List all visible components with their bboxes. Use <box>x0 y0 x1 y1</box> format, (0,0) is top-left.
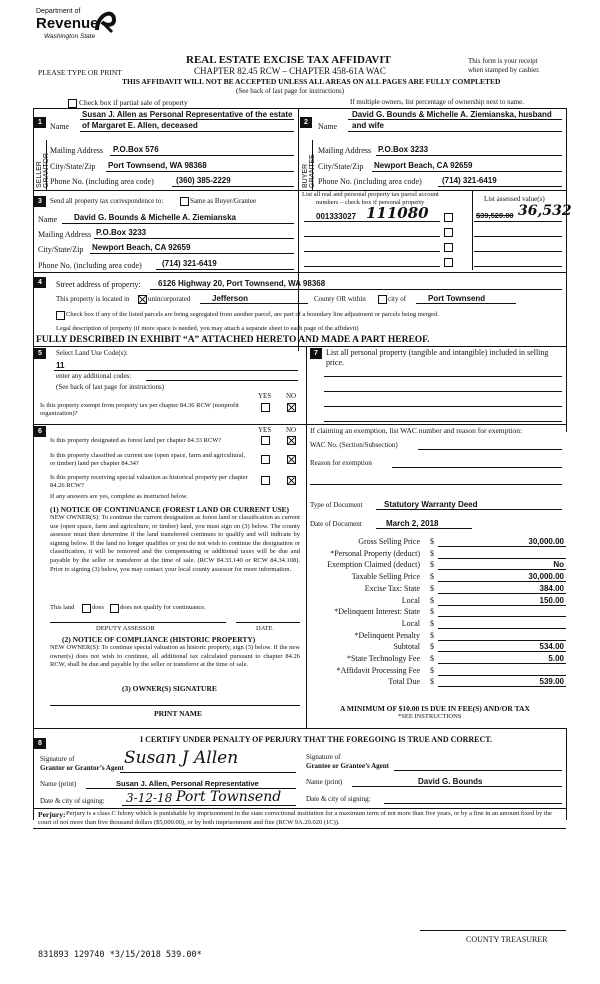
street-value: 6126 Highway 20, Port Townsend, WA 98368 <box>158 279 326 288</box>
same-as-buyer-label: Same as Buyer/Grantee <box>190 197 257 205</box>
minimum-note: A MINIMUM OF $10.00 IS DUE IN FEE(S) AND/OR TAX <box>340 704 530 713</box>
corr-mailing-value: P.O.Box 3233 <box>96 228 147 237</box>
fee-underline-10 <box>438 663 566 664</box>
fee-currency-5: $ <box>430 595 434 605</box>
street-label: Street address of property: <box>56 280 141 289</box>
city-of-label: city of <box>388 295 407 303</box>
buyer-mailing-label: Mailing Address <box>318 146 372 155</box>
forest-q1-no-checkbox[interactable] <box>287 436 296 445</box>
fee-currency-12: $ <box>430 677 434 687</box>
forest-q3-no-checkbox[interactable] <box>287 476 296 485</box>
seller-city-label: City/State/Zip <box>50 162 96 171</box>
fee-value-0: 30,000.00 <box>528 537 564 546</box>
seller-phone-value: (360) 385-2229 <box>176 176 231 185</box>
corr-phone-value: (714) 321-6419 <box>162 259 217 268</box>
fee-underline-2 <box>438 569 566 570</box>
land-use-no-header: NO <box>286 392 297 400</box>
forest-q3-yes-checkbox[interactable] <box>261 476 270 485</box>
doc-type-value: Statutory Warranty Deed <box>384 500 478 509</box>
parcel-1-handwritten: 111080 <box>366 204 429 222</box>
fee-value-2: No <box>553 560 564 570</box>
seller-mailing-value: P.O.Box 576 <box>113 145 159 154</box>
buyer-city-label: City/State/Zip <box>318 162 364 171</box>
correspondence-label: Send all property tax correspondence to: <box>50 197 164 205</box>
fee-label-5: Local <box>401 595 420 605</box>
fee-value-10: 5.00 <box>548 654 564 663</box>
section-3-badge: 3 <box>34 196 46 207</box>
perjury-label: Perjury: <box>38 810 66 819</box>
fee-underline-1 <box>438 558 566 559</box>
parcels-header-2: numbers – check box if personal property <box>316 199 425 206</box>
fee-currency-9: $ <box>430 642 434 652</box>
forest-q2-no-checkbox[interactable] <box>287 455 296 464</box>
corr-name-label: Name <box>38 215 58 224</box>
fee-label-1: *Personal Property (deduct) <box>330 548 420 558</box>
parcels-header-1: List all real and personal property tax parcel account <box>302 191 439 198</box>
fee-underline-9 <box>438 651 566 652</box>
fee-label-0: Gross Selling Price <box>358 537 420 546</box>
fee-currency-3: $ <box>430 572 434 582</box>
forest-q2: Is this property classified as current use (open space, farm and agricultural, or timber) land per chapter 84.34? <box>50 452 246 467</box>
deputy-assessor-label: DEPUTY ASSESSOR <box>96 625 155 632</box>
grantor-signature: Susan J Allen <box>124 748 239 768</box>
fee-currency-8: $ <box>430 630 434 640</box>
same-as-buyer-checkbox[interactable] <box>180 197 189 206</box>
land-does-not-checkbox[interactable] <box>110 604 119 613</box>
fee-currency-2: $ <box>430 560 434 570</box>
grantor-name-label: Name (print) <box>40 780 77 788</box>
land-use-code: 11 <box>56 361 65 370</box>
notice1-body: NEW OWNER(S): To continue the current designation as forest land or classification as current use (open space, farm and agriculture, or timber) land, you must sign on (3) below. The county assessor must then determine if the land transferred continues to qualify and will indicate by signing below. If the land no longer qualifies or you do not wish to continue the designation or classification, it will be removed and the compensating or additional taxes will be due and payable by the seller or transferor at the time of sale. (RCW 84.33.140 or RCW 84.34.108). Prior to signing (3) below, you may contact your local county assessor for more information. <box>50 514 300 573</box>
logo-revenue-text: Revenue <box>36 15 99 32</box>
logo-department-text: Department of <box>36 8 81 15</box>
land-does-text: does <box>92 604 104 611</box>
parcel-2-personal-checkbox[interactable] <box>444 228 453 237</box>
unincorporated-checkbox[interactable] <box>138 295 147 304</box>
forest-yes-header: YES <box>258 426 272 434</box>
county-value: Jefferson <box>212 294 249 303</box>
section-8-badge: 8 <box>34 738 46 749</box>
receipt-note-1: This form is your receipt <box>468 57 538 65</box>
buyer-mailing-value: P.O.Box 3233 <box>378 145 429 154</box>
corr-city-label: City/State/Zip <box>38 245 84 254</box>
section-2-badge: 2 <box>300 117 312 128</box>
fee-label-12: Total Due <box>388 677 420 687</box>
section-4-badge: 4 <box>34 277 46 288</box>
fee-currency-11: $ <box>430 665 434 675</box>
fee-label-8: *Delinquent Penalty <box>354 630 420 640</box>
fee-currency-1: $ <box>430 548 434 558</box>
wac-label: WAC No. (Section/Subsection) <box>310 441 398 449</box>
parcel-1-value: 001333027 <box>316 212 357 221</box>
buyer-grantee-tab: BUYER GRANTEE <box>302 154 316 188</box>
county-treasurer-label: COUNTY TREASURER <box>466 935 548 944</box>
see-instructions: *SEE INSTRUCTIONS <box>398 713 462 720</box>
doc-type-label: Type of Document <box>310 501 363 509</box>
grantee-name-label: Name (print) <box>306 778 343 786</box>
fee-label-10: *State Technology Fee <box>346 654 420 663</box>
forest-if-yes: If any answers are yes, complete as instructed below. <box>50 493 188 500</box>
exempt-question: Is this property exempt from property tax per chapter 84.36 RCW (nonprofit organization)? <box>40 402 239 417</box>
fee-value-4: 384.00 <box>539 583 564 593</box>
exempt-yes-checkbox[interactable] <box>261 403 270 412</box>
multiple-owners-note: If multiple owners, list percentage of ownership next to name. <box>350 98 524 106</box>
fee-value-3: 30,000.00 <box>528 572 564 582</box>
section-1-badge: 1 <box>34 117 46 128</box>
form-title: REAL ESTATE EXCISE TAX AFFIDAVIT <box>186 54 391 66</box>
seller-name-1: Susan J. Allen as Personal Representative of the estate <box>82 110 293 119</box>
partial-sale-label: Check box if partial sale of property <box>79 98 188 107</box>
fee-underline-11 <box>438 675 566 676</box>
seller-mailing-label: Mailing Address <box>50 146 104 155</box>
section-5-badge: 5 <box>34 348 46 359</box>
grantor-name-value: Susan J. Allen, Personal Representative <box>116 779 259 788</box>
fee-currency-7: $ <box>430 618 434 628</box>
form-chapter: CHAPTER 82.45 RCW – CHAPTER 458-61A WAC <box>194 66 386 76</box>
revenue-logo <box>36 8 116 56</box>
section-6-badge: 6 <box>34 426 46 437</box>
seller-name-label: Name <box>50 122 70 131</box>
grantee-sig-label-2: Grantee or Grantee’s Agent <box>306 762 390 770</box>
forest-q1: Is this property designated as forest land per chapter 84.33 RCW? <box>50 437 222 444</box>
land-does-label: This land <box>50 604 75 611</box>
cashier-stamp: 831893 129740 *3/15/2018 539.00* <box>38 950 202 960</box>
fee-underline-3 <box>438 581 566 582</box>
see-back-note: (See back of last page for instructions) <box>236 87 345 95</box>
fee-underline-6 <box>438 616 566 617</box>
city-value: Port Townsend <box>428 294 486 303</box>
buyer-name-2: and wife <box>352 121 385 130</box>
land-use-additional: enter any additional codes: <box>56 372 132 380</box>
fee-value-5: 150.00 <box>539 595 564 605</box>
fee-currency-6: $ <box>430 607 434 617</box>
forest-q2-yes-checkbox[interactable] <box>261 455 270 464</box>
doc-date-label: Date of Document <box>310 520 362 528</box>
parcel-4-personal-checkbox[interactable] <box>444 258 453 267</box>
corr-name-value: David G. Bounds & Michelle A. Ziemianska <box>74 213 236 222</box>
legal-value: FULLY DESCRIBED IN EXHIBIT “A” ATTACHED HERETO AND MADE A PART HEREOF. <box>36 335 430 345</box>
fee-label-7: Local <box>401 618 420 628</box>
land-use-label: Select Land Use Code(s): <box>56 349 128 357</box>
fee-label-11: *Affidavit Processing Fee <box>336 665 420 675</box>
land-use-yes-header: YES <box>258 392 272 400</box>
reason-label: Reason for exemption <box>310 459 372 467</box>
buyer-city-value: Newport Beach, CA 92659 <box>374 161 473 170</box>
land-does-checkbox[interactable] <box>82 604 91 613</box>
forest-no-header: NO <box>286 426 297 434</box>
grantee-date-label: Date & city of signing: <box>306 795 371 803</box>
parcel-3-personal-checkbox[interactable] <box>444 243 453 252</box>
corr-mailing-label: Mailing Address <box>38 230 92 239</box>
boundary-checkbox[interactable] <box>56 311 65 320</box>
grantee-name-value: David G. Bounds <box>418 777 483 786</box>
legal-label: Legal description of property (if more space is needed, you may attach a separate sheet to each page of the affidavit) <box>56 325 359 332</box>
receipt-note-2: when stamped by cashier. <box>468 66 540 74</box>
doc-date-value: March 2, 2018 <box>386 519 439 528</box>
assessed-1-handwritten: 36,532 <box>518 203 572 219</box>
land-does-not-text: does not qualify for continuance. <box>120 604 206 611</box>
grantor-date-value: 3-12-18 <box>126 791 173 805</box>
section-7-badge: 7 <box>310 348 322 359</box>
fee-currency-4: $ <box>430 583 434 593</box>
notice2-title: (2) NOTICE OF COMPLIANCE (HISTORIC PROPERTY) <box>62 635 256 644</box>
land-use-see-back: (See back of last page for instructions) <box>56 383 165 391</box>
parcel-1-personal-checkbox[interactable] <box>444 213 453 222</box>
buyer-phone-label: Phone No. (including area code) <box>318 177 422 186</box>
city-of-checkbox[interactable] <box>378 295 387 304</box>
assessed-header: List assessed value(s) <box>484 195 545 203</box>
unincorporated-label: unincorporated <box>148 295 191 303</box>
fee-underline-0 <box>438 546 566 547</box>
corr-phone-label: Phone No. (including area code) <box>38 261 142 270</box>
fee-underline-5 <box>438 605 566 606</box>
seller-name-2: of Margaret E. Allen, deceased <box>82 121 198 130</box>
fee-underline-12 <box>438 686 566 687</box>
fee-underline-7 <box>438 628 566 629</box>
notice1-title: (1) NOTICE OF CONTINUANCE (FOREST LAND OR CURRENT USE) <box>50 505 290 514</box>
buyer-phone-value: (714) 321-6419 <box>442 176 497 185</box>
fee-currency-0: $ <box>430 537 434 546</box>
seller-grantor-tab: SELLER GRANTOR <box>36 153 50 188</box>
deputy-date-label: DATE <box>256 625 273 632</box>
exemption-label: If claiming an exemption, list WAC number and reason for exemption: <box>310 426 523 435</box>
logo-state-text: Washington State <box>44 33 96 40</box>
grantee-sig-label-1: Signature of <box>306 753 341 761</box>
partial-sale-checkbox[interactable] <box>68 99 77 108</box>
buyer-name-1: David G. Bounds & Michelle A. Ziemianska, husband <box>352 110 552 119</box>
seller-city-value: Port Townsend, WA 98368 <box>108 161 207 170</box>
fee-underline-4 <box>438 593 566 594</box>
corr-city-value: Newport Beach, CA 92659 <box>92 243 191 252</box>
grantor-sig-label-2: Grantor or Grantor’s Agent <box>40 764 124 772</box>
seller-phone-label: Phone No. (including area code) <box>50 177 154 186</box>
grantor-date-label: Date & city of signing: <box>40 797 105 805</box>
located-label: This property is located in <box>56 295 130 303</box>
fee-label-3: Taxable Selling Price <box>351 572 420 582</box>
logo-swoosh-icon <box>94 8 116 34</box>
print-name-label: PRINT NAME <box>154 709 202 718</box>
notice2-body: NEW OWNER(S): To continue special valuation as historic property, sign (3) below. If the new owner(s) does not wish to continue, all additional tax calculated pursuant to chapter 84.26 RCW, shall be due and payable by the seller or transferor at the time of sale. <box>50 644 300 669</box>
exempt-no-checkbox[interactable] <box>287 403 296 412</box>
forest-q3: Is this property receiving special valuation as historical property per chapter 84.26 RCW? <box>50 474 248 489</box>
fee-underline-8 <box>438 640 566 641</box>
please-type: PLEASE TYPE OR PRINT <box>38 68 122 77</box>
fee-label-9: Subtotal <box>393 642 420 652</box>
fee-label-2: Exemption Claimed (deduct) <box>327 560 420 570</box>
county-or-label: County OR within <box>314 295 366 303</box>
boundary-note: Check box if any of the listed parcels are being segregated from another parcel, are part of a boundary line adjustment or parcels being merged. <box>66 311 439 318</box>
buyer-name-label: Name <box>318 122 338 131</box>
grantor-city-value: Port Townsend <box>176 789 282 805</box>
fee-currency-10: $ <box>430 654 434 663</box>
assessed-1-value: $39,520.00 <box>476 211 514 220</box>
perjury-text: Perjury is a class C felony which is punishable by imprisonment in the state correctional institution for a maximum term of not more than five years, or by a fine in an amount fixed by the court of not more than five thousand dollars ($5,000.00), or by both imprisonment and fine (RCW 9A.20.020 (1C)). <box>38 810 552 826</box>
personal-property-label: List all personal property (tangible and intangible) included in selling price. <box>326 348 549 367</box>
fee-value-9: 534.00 <box>539 642 564 652</box>
fee-label-6: *Delinquent Interest: State <box>334 607 420 617</box>
forest-q1-yes-checkbox[interactable] <box>261 436 270 445</box>
fee-label-4: Excise Tax: State <box>364 583 420 593</box>
grantor-sig-label-1: Signature of <box>40 755 75 763</box>
owner-signature-label: (3) OWNER(S) SIGNATURE <box>122 684 217 693</box>
form-warning: THIS AFFIDAVIT WILL NOT BE ACCEPTED UNLESS ALL AREAS ON ALL PAGES ARE FULLY COMPLETED <box>122 77 501 86</box>
certify-text: I CERTIFY UNDER PENALTY OF PERJURY THAT THE FOREGOING IS TRUE AND CORRECT. <box>140 735 493 744</box>
fee-value-12: 539.00 <box>539 677 564 687</box>
